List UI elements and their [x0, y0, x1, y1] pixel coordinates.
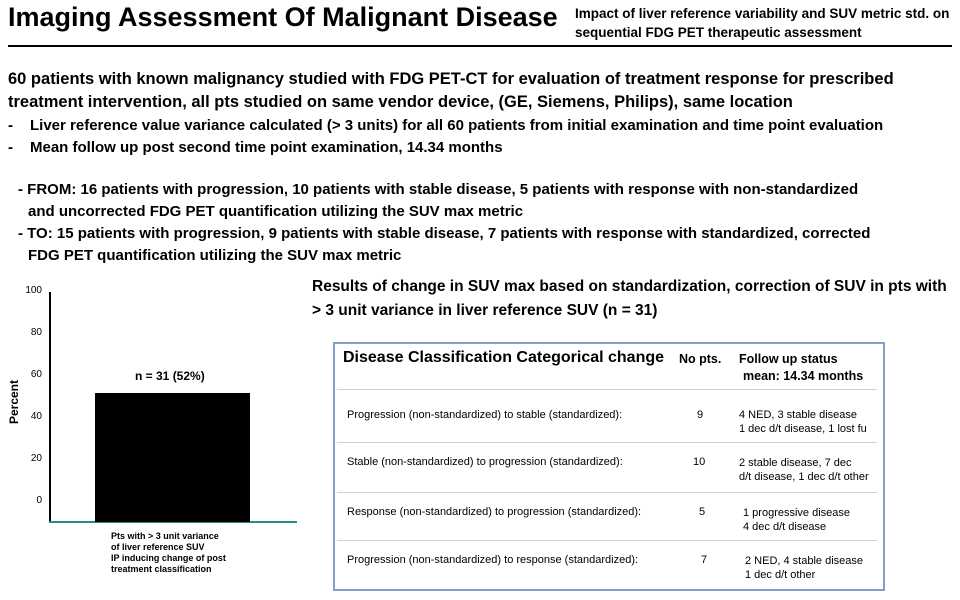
to-summary — [18, 223, 953, 267]
table-header-no-pts: No pts. — [679, 352, 722, 366]
table-row-count: 9 — [697, 409, 704, 421]
follow-up-line: 4 dec d/t disease — [743, 521, 827, 533]
to-line-1: - TO: 15 patients with progression, 9 patients with stable disease, 7 patients with response with standardized, corrected — [18, 225, 871, 242]
y-tick-label: 40 — [30, 411, 42, 422]
table-row-follow-up — [745, 554, 885, 582]
follow-up-header-line: Follow up status — [739, 352, 838, 366]
x-category-line: Pts with > 3 unit variance — [111, 531, 219, 541]
x-category-line: treatment classification — [111, 564, 212, 574]
classification-change-table — [333, 342, 885, 591]
x-category-line: IP inducing change of post — [111, 553, 226, 563]
bar-data-label: n = 31 (52%) — [135, 368, 205, 383]
table-row-description: Progression (non-standardized) to response (standardized): — [347, 554, 639, 566]
follow-up-line: 4 NED, 3 stable disease — [739, 409, 858, 421]
y-tick-label: 60 — [30, 369, 42, 380]
bullet-text: Mean follow up post second time point examination, 14.34 months — [30, 139, 503, 156]
y-tick-label: 100 — [25, 285, 42, 296]
from-summary — [18, 179, 953, 223]
table-row-count: 10 — [693, 456, 706, 468]
table-divider — [337, 492, 877, 493]
percent-bar-chart — [0, 280, 310, 600]
table-row-follow-up — [739, 456, 879, 484]
x-category-line: of liver reference SUV — [111, 542, 205, 552]
to-line-2: FDG PET quantification utilizing the SUV max metric — [28, 247, 402, 264]
table-row-description: Progression (non-standardized) to stable (standardized): — [347, 409, 623, 421]
slide-subtitle: Impact of liver reference variability and SUV metric std. on sequential FDG PET therapeutic assessment — [575, 6, 950, 40]
table-row-description: Response (non-standardized) to progression (standardized): — [347, 506, 642, 518]
from-line-1: - FROM: 16 patients with progression, 10 patients with stable disease, 5 patients with response with non-standardized — [18, 181, 859, 198]
y-axis-label: Percent — [7, 379, 22, 425]
follow-up-line: 1 dec d/t disease, 1 lost fu — [739, 423, 867, 435]
slide-title: Imaging Assessment Of Malignant Disease — [8, 2, 558, 32]
table-row-follow-up — [739, 408, 879, 436]
table-row-count: 7 — [701, 554, 708, 566]
follow-up-header-line: mean: 14.34 months — [743, 369, 864, 383]
bullet-liver-variance — [8, 117, 883, 134]
table-row-count: 5 — [699, 506, 706, 518]
y-tick-label: 0 — [36, 495, 42, 506]
bullet-dash: - — [8, 139, 13, 156]
table-header-follow-up — [739, 351, 879, 385]
table-row-follow-up — [743, 506, 883, 534]
y-tick-label: 20 — [30, 453, 42, 464]
table-row-description: Stable (non-standardized) to progression (standardized): — [347, 456, 623, 468]
bullet-dash: - — [8, 117, 13, 134]
follow-up-line: 1 progressive disease — [743, 507, 851, 519]
y-tick-label: 80 — [30, 327, 42, 338]
follow-up-line: 2 stable disease, 7 dec — [739, 457, 852, 469]
results-caption: Results of change in SUV max based on standardization, correction of SUV in pts with > 3 unit variance in liver reference SUV (n = 31) — [312, 278, 947, 319]
table-header-classification: Disease Classification Categorical change — [343, 349, 665, 366]
bullet-follow-up — [8, 139, 503, 156]
title-divider — [8, 45, 952, 47]
bullet-text: Liver reference value variance calculated (> 3 units) for all 60 patients from initial examination and time point evaluation — [30, 117, 884, 134]
follow-up-line: 2 NED, 4 stable disease — [745, 555, 864, 567]
x-category-label — [111, 531, 251, 575]
follow-up-line: d/t disease, 1 dec d/t other — [739, 471, 869, 483]
y-axis-line — [49, 292, 51, 522]
follow-up-line: 1 dec d/t other — [745, 569, 816, 581]
table-divider — [337, 442, 877, 443]
intro-paragraph: 60 patients with known malignancy studied with FDG PET-CT for evaluation of treatment response for prescribed treatment intervention, all pts studied on same vendor device, (GE, Siemens, Philips), same location — [8, 70, 894, 111]
table-divider — [337, 540, 877, 541]
bar — [95, 393, 250, 522]
from-line-2: and uncorrected FDG PET quantification utilizing the SUV max metric — [28, 203, 524, 220]
table-divider — [337, 389, 877, 390]
